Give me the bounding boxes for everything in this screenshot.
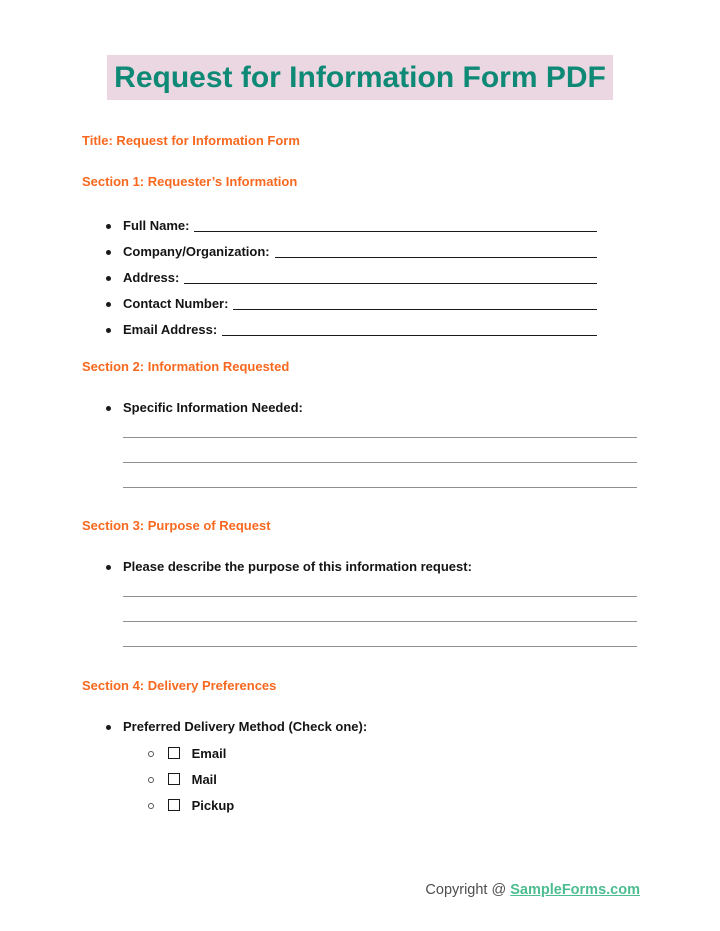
email-address-blank-line	[222, 335, 597, 336]
circle-bullet-icon	[148, 777, 154, 783]
delivery-option-list	[148, 741, 638, 819]
writing-line	[123, 437, 637, 438]
option-row-pickup	[148, 793, 638, 819]
mail-checkbox[interactable]	[168, 773, 180, 785]
writing-line	[123, 621, 637, 622]
writing-line	[123, 646, 637, 647]
requester-field-list	[105, 213, 597, 343]
contact-number-blank-line	[233, 309, 597, 310]
form-title: Title: Request for Information Form	[82, 133, 300, 148]
copyright-text: Copyright @	[425, 882, 507, 898]
option-label-pickup: Pickup	[191, 798, 235, 813]
sampleforms-link[interactable]: SampleForms.com	[510, 882, 640, 898]
address-blank-line	[184, 283, 597, 284]
writing-line	[123, 462, 637, 463]
pickup-checkbox[interactable]	[168, 799, 180, 811]
field-row-contact-number	[105, 291, 597, 317]
prompt-label: Preferred Delivery Method (Check one):	[123, 719, 368, 734]
field-row-address	[105, 265, 597, 291]
option-row-mail	[148, 767, 638, 793]
field-label-company-organization: Company/Organization:	[123, 244, 270, 259]
field-row-company-organization	[105, 239, 597, 265]
page-title: Request for Information Form PDF	[107, 55, 613, 100]
title-banner-wrap	[0, 0, 720, 100]
prompt-preferred-delivery-method	[105, 719, 638, 735]
prompt-label: Specific Information Needed:	[123, 400, 303, 415]
section-purpose-of-request	[82, 518, 638, 647]
writing-lines-purpose	[123, 596, 637, 647]
company-organization-blank-line	[275, 257, 597, 258]
field-label-full-name: Full Name:	[123, 218, 190, 233]
field-row-full-name	[105, 213, 597, 239]
prompt-purpose-description	[105, 559, 638, 575]
option-label-email: Email	[191, 746, 227, 761]
field-row-email-address	[105, 317, 597, 343]
writing-lines-information-requested	[123, 437, 637, 488]
circle-bullet-icon	[148, 751, 154, 757]
bullet-icon	[106, 250, 111, 255]
bullet-icon	[106, 328, 111, 333]
field-label-address: Address:	[123, 270, 180, 285]
option-row-email	[148, 741, 638, 767]
email-checkbox[interactable]	[168, 747, 180, 759]
full-name-blank-line	[194, 231, 597, 232]
bullet-icon	[106, 224, 111, 229]
circle-bullet-icon	[148, 803, 154, 809]
section-delivery-preferences	[82, 678, 638, 819]
writing-line	[123, 487, 637, 488]
section-requester-information	[82, 174, 638, 343]
prompt-label: Please describe the purpose of this information request:	[123, 559, 472, 574]
bullet-icon	[106, 406, 111, 411]
section-4-heading: Section 4: Delivery Preferences	[82, 678, 277, 693]
bullet-icon	[106, 725, 111, 730]
field-label-contact-number: Contact Number:	[123, 296, 229, 311]
bullet-icon	[106, 565, 111, 570]
bullet-icon	[106, 276, 111, 281]
bullet-icon	[106, 302, 111, 307]
writing-line	[123, 596, 637, 597]
document-body	[0, 133, 720, 819]
section-3-heading: Section 3: Purpose of Request	[82, 518, 271, 533]
field-label-email-address: Email Address:	[123, 322, 218, 337]
section-1-heading: Section 1: Requester’s Information	[82, 174, 298, 189]
footer-copyright	[425, 882, 640, 898]
option-label-mail: Mail	[191, 772, 217, 787]
section-information-requested	[82, 359, 638, 488]
prompt-specific-information	[105, 400, 638, 416]
section-2-heading: Section 2: Information Requested	[82, 359, 290, 374]
